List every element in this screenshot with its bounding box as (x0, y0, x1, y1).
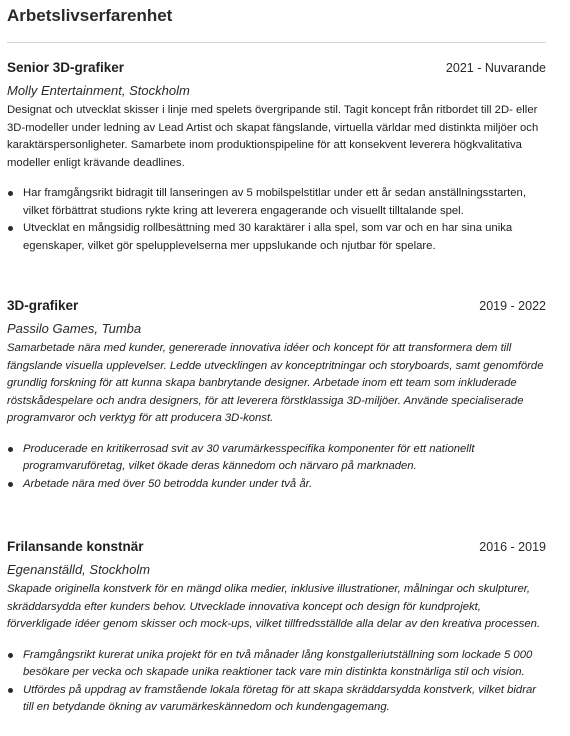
job-company: Molly Entertainment, Stockholm (7, 83, 190, 98)
job-entry (7, 298, 546, 493)
achievement-text: Har framgångsrikt bidragit till lanseringen av 5 mobilspelstitlar under ett år sedan anställningsstarten, vilket förbättrat studions rykte kring att leverera engagerande och visuellt tilltalande spel. (23, 187, 526, 217)
achievement-text: Utfördes på uppdrag av framstående lokala företag för att skapa skräddarsydda konstverk, vilket bidrar till en betydande ökning av varumärkeskännedom och kundengagemang. (23, 683, 537, 713)
list-item (7, 441, 546, 476)
section-divider (7, 42, 546, 43)
job-description: Designat och utvecklat skisser i linje med spelets övergripande stil. Tagit koncept från ritbordet till 2D- eller 3D-modeller under ledning av Lead Artist och skapat fängslande, virtuella världar med distinkta miljöer och karaktärspersonligheter. Samarbete inom produktionspipeline för att konsekvent leverera högkvalitativa modeller enligt krävande deadlines. (7, 104, 539, 169)
bullet-icon (8, 482, 13, 487)
job-entry (7, 539, 546, 717)
job-description: Samarbetade nära med kunder, genererade innovativa idéer och koncept för att transformera dem till fängslande visuella upplevelser. Ledde utvecklingen av konceptritningar och storyboards, samt genomförde grundlig forskning för att kunna skapa banbrytande designer. Arbetade inom ett team som inkluderade röstskådespelare och andra designers, för att leverera förstklassiga 3D-miljöer. Använde specialiserade programvaror och verktyg för att producera 3D-konst. (7, 342, 544, 424)
job-title: Senior 3D-grafiker (7, 60, 125, 75)
job-header (7, 298, 546, 318)
list-item (7, 185, 546, 220)
list-item (7, 647, 546, 682)
bullet-icon (8, 191, 13, 196)
job-achievements (7, 647, 546, 717)
section-title: Arbetslivserfarenhet (7, 6, 173, 25)
job-dates: 2016 - 2019 (479, 540, 546, 554)
bullet-icon (8, 226, 13, 231)
job-achievements (7, 185, 546, 255)
job-entry (7, 60, 546, 255)
job-title: 3D-grafiker (7, 298, 79, 313)
job-company: Egenanställd, Stockholm (7, 562, 151, 577)
job-header (7, 60, 546, 80)
bullet-icon (8, 653, 13, 658)
job-achievements (7, 441, 546, 494)
achievement-text: Arbetade nära med över 50 betrodda kunder under två år. (23, 477, 313, 490)
bullet-icon (8, 447, 13, 452)
list-item (7, 476, 546, 494)
job-dates: 2021 - Nuvarande (445, 61, 546, 75)
job-description: Skapade originella konstverk för en mängd olika medier, inklusive illustrationer, målningar och skulpturer, skräddarsydda efter kunders behov. Utvecklade innovativa koncept och design för kundprojekt, förverkligade idéer genom skisser och mock-ups, vilket tillfredsställde alla delar av den kreativa processen. (7, 583, 541, 630)
list-item (7, 220, 546, 255)
job-company: Passilo Games, Tumba (7, 321, 142, 336)
job-dates: 2019 - 2022 (479, 299, 546, 313)
bullet-icon (8, 688, 13, 693)
job-header (7, 539, 546, 559)
achievement-text: Producerade en kritikerrosad svit av 30 varumärkesspecifika komponenter för ett nationellt programvaruföretag, vilket ökade deras kännedom och närvaro på marknaden. (23, 442, 475, 472)
job-title: Frilansande konstnär (7, 539, 144, 554)
achievement-text: Framgångsrikt kurerat unika projekt för en två månader lång konstgalleriutställning som lockade 5 000 besökare per vecka och skapade unika reaktioner tack vare min distinkta konstnärliga stil och vision. (23, 648, 533, 678)
list-item (7, 682, 546, 717)
achievement-text: Utvecklat en mångsidig rollbesättning med 30 karaktärer i alla spel, som var och en har sina unika egenskaper, vilket gör spelupplevelserna mer uppslukande och njutbar för spelare. (23, 222, 513, 252)
